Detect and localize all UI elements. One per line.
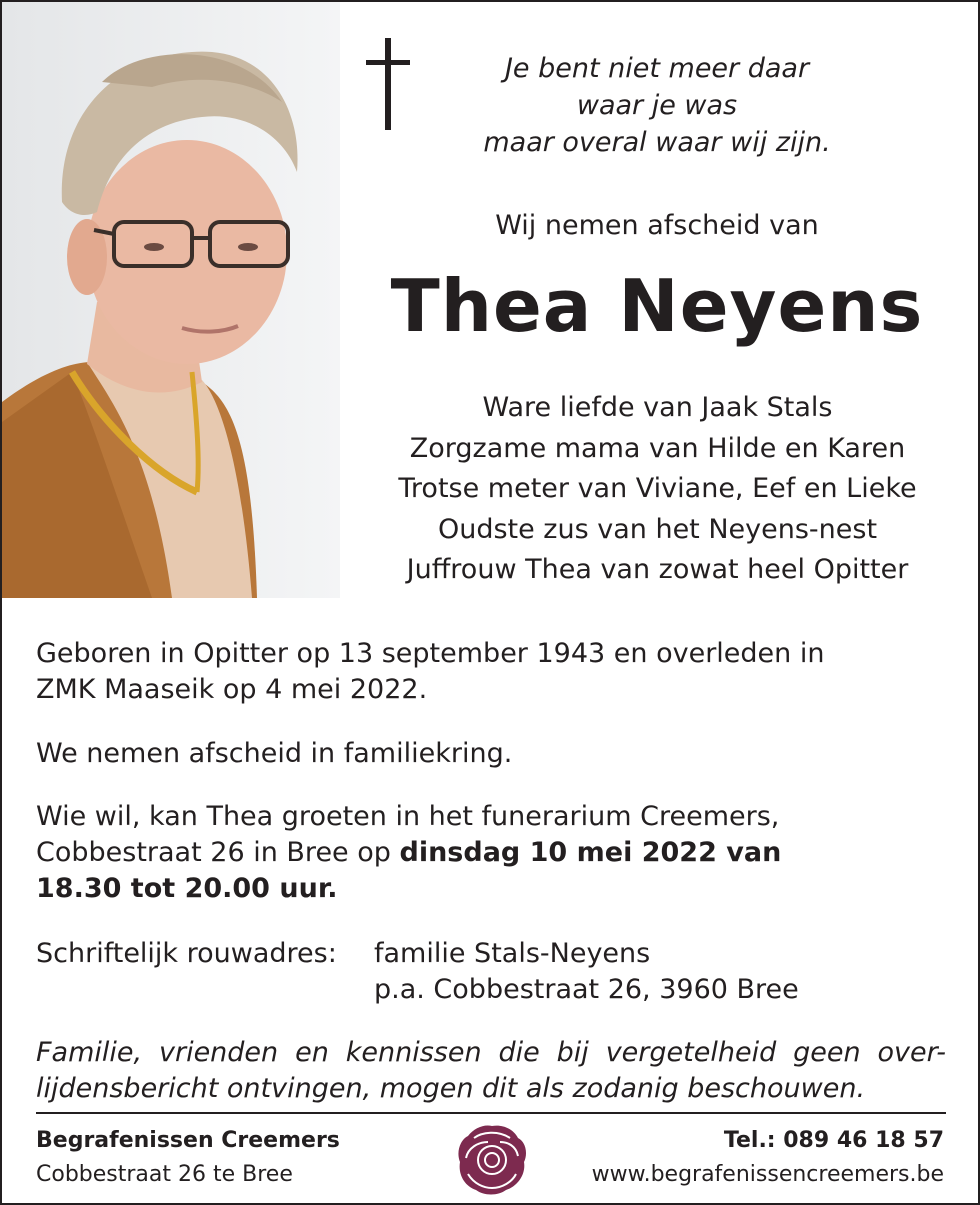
company-name: Begrafenissen Creemers [36,1128,340,1153]
poem [422,50,892,161]
address-line: p.a. Cobbestraat 26, 3960 Bree [374,974,799,1005]
company-address: Cobbestraat 26 te Bree [36,1162,293,1187]
portrait-photo [2,2,340,598]
visit-line [36,835,936,871]
company-website[interactable]: www.begrafenissencreemers.be [591,1162,944,1187]
relation-line: Juffrouw Thea van zowat heel Opitter [406,554,909,585]
poem-line: waar je was [576,90,738,121]
poem-line: Je bent niet meer daar [504,53,810,84]
cross-icon [366,38,410,130]
visit-time: 18.30 tot 20.00 uur. [36,873,338,904]
relation-line: Trotse meter van Viviane, Eef en Lieke [398,473,917,504]
rose-icon [454,1122,530,1196]
visit-location: Cobbestraat 26 in Bree op [36,837,400,868]
birth-death-line: Geboren in Opitter op 13 september 1943 en overleden in [36,638,825,669]
farewell-paragraph: We nemen afscheid in familiekring. [36,738,513,769]
relation-line: Ware liefde van Jaak Stals [482,392,833,423]
relations-list [350,388,965,591]
visit-paragraph [36,799,936,907]
footer-divider [36,1112,946,1114]
relation-line: Zorgzame mama van Hilde en Karen [409,432,906,464]
address-value [374,936,799,1008]
company-phone: Tel.: 089 46 18 57 [723,1128,944,1153]
address-line: familie Stals-Neyens [374,938,651,969]
deceased-name: Thea Neyens [390,264,924,348]
poem-line: maar overal waar wij zijn. [483,127,831,158]
intro-text: Wij nemen afscheid van [495,210,819,241]
birth-death-line: ZMK Maaseik op 4 mei 2022. [36,674,428,705]
birth-death-paragraph [36,636,936,708]
notice-paragraph: Familie, vrienden en kennissen die bij vergetelheid geen over-lijdensbericht ontvingen, mogen dit als zodanig beschouwen. [36,1037,946,1104]
relation-line: Oudste zus van het Neyens-nest [437,513,878,545]
visit-line: Wie wil, kan Thea groeten in het funerarium Creemers, [36,801,780,832]
address-label: Schriftelijk rouwadres: [36,938,337,969]
visit-date: dinsdag 10 mei 2022 van [399,837,782,868]
